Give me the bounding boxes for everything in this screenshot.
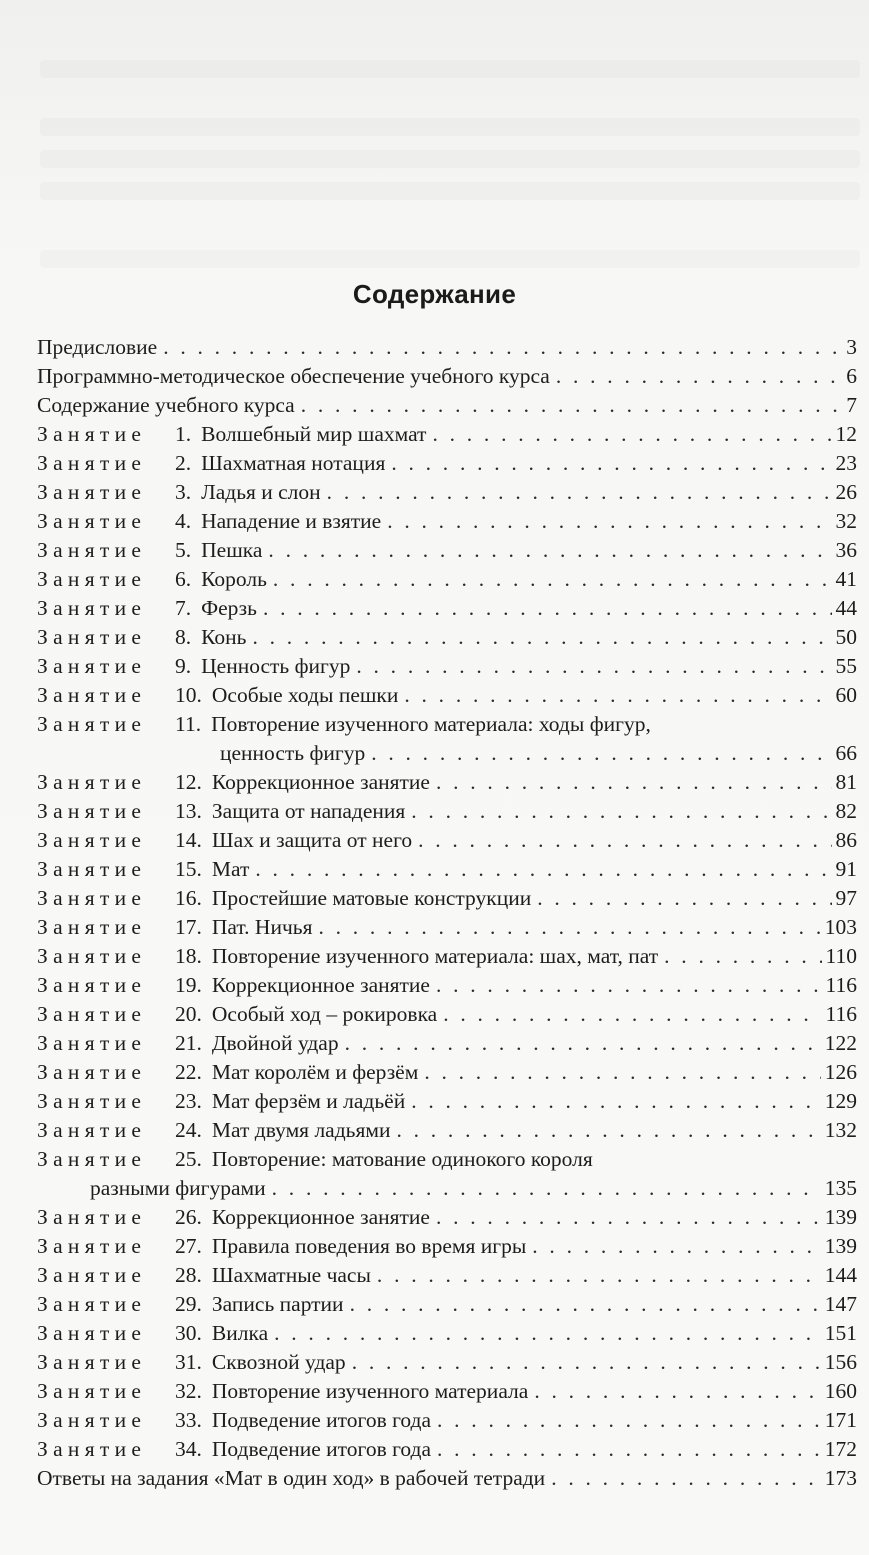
toc-page-number: 151 [824,1321,857,1345]
dot-leader [387,507,831,536]
lesson-number: 4. [175,509,192,533]
lesson-label: Занятие [37,770,147,794]
lesson-label: Занятие [37,625,147,649]
toc-lesson-entry[interactable] [37,797,857,826]
toc-page-number: 116 [825,973,857,997]
lesson-label: Занятие [37,1118,147,1142]
toc-entry-title-continued: разными фигурами [90,1176,266,1200]
lesson-label: Занятие [37,451,147,475]
toc-page-number: 132 [824,1118,857,1142]
lesson-number: 7. [175,596,192,620]
lesson-number: 24. [175,1118,202,1142]
toc-lesson-entry[interactable] [37,652,857,681]
lesson-label: Занятие [37,1379,147,1403]
lesson-number: 18. [175,944,202,968]
toc-entry-title: Простейшие матовые конструкции [211,886,532,910]
toc-page-number: 103 [824,915,857,939]
dot-leader [436,1203,821,1232]
toc-page-number: 110 [825,944,857,968]
toc-page-number: 144 [824,1263,857,1287]
toc-entry-title: Особые ходы пешки [211,683,399,707]
dot-leader [443,1000,821,1029]
toc-entry-title: Шах и защита от него [211,828,413,852]
lesson-number: 6. [175,567,192,591]
dot-leader [255,855,831,884]
lesson-number: 14. [175,828,202,852]
lesson-label: Занятие [37,799,147,823]
toc-entry-title: Правила поведения во время игры [211,1234,527,1258]
lesson-label: Занятие [37,886,147,910]
toc-lesson-entry[interactable] [37,942,857,971]
lesson-number: 3. [175,480,192,504]
lesson-number: 17. [175,915,202,939]
toc-page-number: 32 [835,509,857,533]
dot-leader [411,797,831,826]
lesson-number: 34. [175,1437,202,1461]
toc-page-number: 173 [824,1466,857,1490]
dot-leader [436,768,832,797]
toc-page-number: 139 [824,1234,857,1258]
toc-entry-title: Ладья и слон [201,480,321,504]
bleed-through-line [40,150,860,168]
dot-leader [551,1464,821,1493]
lesson-number: 31. [175,1350,202,1374]
toc-lesson-entry[interactable] [37,1000,857,1029]
toc-entry-title: Коррекционное занятие [211,770,430,794]
toc-entry-title: Мат [211,857,250,881]
toc-page-number: 135 [824,1176,857,1200]
toc-entry-title: Повторение: матование одинокого короля [211,1147,593,1171]
dot-leader [556,362,842,391]
toc-entry-title: Мат королём и ферзём [211,1060,419,1084]
bleed-through-line [40,60,860,78]
lesson-label: Занятие [37,1234,147,1258]
toc-entry-title: Шахматные часы [211,1263,371,1287]
dot-leader [352,1348,821,1377]
page-title: Содержание [352,279,517,309]
toc-page-number: 23 [835,451,857,475]
dot-leader [664,942,821,971]
toc-entry-title: Пешка [201,538,263,562]
dot-leader [356,652,831,681]
lesson-number: 27. [175,1234,202,1258]
dot-leader [404,681,831,710]
lesson-number: 20. [175,1002,202,1026]
lesson-label: Занятие [37,422,147,446]
toc-entry-title: Ответы на задания «Мат в один ход» в рабочей тетради [37,1466,546,1490]
toc-page-number: 81 [835,770,857,794]
toc-lesson-entry[interactable] [37,1435,857,1464]
lesson-label: Занятие [37,1147,147,1171]
lesson-number: 9. [175,654,192,678]
toc-entry-title: Мат ферзём и ладьёй [211,1089,406,1113]
toc-entry[interactable] [37,362,857,391]
toc-lesson-entry[interactable] [37,1290,857,1319]
lesson-label: Занятие [37,654,147,678]
lesson-label: Занятие [37,1350,147,1374]
toc-entry-title: Коррекционное занятие [211,1205,430,1229]
toc-page-number: 66 [835,741,857,765]
toc-page-number: 172 [824,1437,857,1461]
toc-entry-title: Мат двумя ладьями [211,1118,391,1142]
dot-leader [268,536,831,565]
toc-lesson-entry[interactable] [37,1377,857,1406]
toc-lesson-entry[interactable] [37,565,857,594]
toc-lesson-entry[interactable] [37,1145,857,1174]
lesson-number: 12. [175,770,202,794]
dot-leader [263,594,832,623]
toc-lesson-entry[interactable] [37,507,857,536]
toc-page-number: 116 [825,1002,857,1026]
toc-entry-title: Повторение изученного материала [211,1379,529,1403]
toc-page-number: 86 [835,828,857,852]
toc-page-number: 6 [846,364,857,388]
toc-page-number: 60 [835,683,857,707]
dot-leader [391,449,831,478]
lesson-number: 16. [175,886,202,910]
toc-entry-title: Сквозной удар [211,1350,346,1374]
toc-lesson-entry[interactable] [37,623,857,652]
lesson-number: 25. [175,1147,202,1171]
toc-page-number: 156 [824,1350,857,1374]
toc-lesson-entry[interactable] [37,855,857,884]
lesson-number: 5. [175,538,192,562]
toc-page-number: 129 [824,1089,857,1113]
toc-entry-title: Предисловие [37,335,158,359]
toc-lesson-entry-continued[interactable] [37,739,857,768]
toc-lesson-entry[interactable] [37,420,857,449]
lesson-number: 2. [175,451,192,475]
toc-page-number: 122 [824,1031,857,1055]
toc-entry-title: Программно-методическое обеспечение учебного курса [37,364,550,388]
toc-entry-title: Особый ход – рокировка [211,1002,438,1026]
lesson-number: 28. [175,1263,202,1287]
toc-lesson-entry[interactable] [37,913,857,942]
lesson-number: 33. [175,1408,202,1432]
toc-entry-title: Ценность фигур [201,654,351,678]
toc-lesson-entry[interactable] [37,1319,857,1348]
lesson-number: 13. [175,799,202,823]
dot-leader [301,391,843,420]
lesson-number: 32. [175,1379,202,1403]
dot-leader [424,1058,820,1087]
toc-lesson-entry[interactable] [37,1406,857,1435]
toc-entry[interactable] [37,1464,857,1493]
toc-lesson-entry[interactable] [37,971,857,1000]
toc-entry-title: Пат. Ничья [211,915,313,939]
lesson-number: 22. [175,1060,202,1084]
dot-leader [418,826,831,855]
toc-entry-title: Содержание учебного курса [37,393,295,417]
toc-lesson-entry[interactable] [37,449,857,478]
lesson-label: Занятие [37,683,147,707]
dot-leader [371,739,831,768]
toc-page-number: 12 [835,422,857,446]
lesson-label: Занятие [37,828,147,852]
dot-leader [437,1406,821,1435]
dot-leader [327,478,832,507]
toc-lesson-entry[interactable] [37,594,857,623]
bleed-through-line [40,250,860,268]
toc-entry-title: Повторение изученного материала: ходы фигур, [211,712,651,736]
dot-leader [437,1435,821,1464]
lesson-number: 8. [175,625,192,649]
lesson-label: Занятие [37,973,147,997]
toc-lesson-entry[interactable] [37,681,857,710]
toc-page-number: 160 [824,1379,857,1403]
lesson-label: Занятие [37,596,147,620]
lesson-label: Занятие [37,1408,147,1432]
lesson-number: 19. [175,973,202,997]
dot-leader [436,971,822,1000]
lesson-label: Занятие [37,1031,147,1055]
dot-leader [252,623,831,652]
lesson-number: 23. [175,1089,202,1113]
toc-entry[interactable] [37,391,857,420]
lesson-label: Занятие [37,1321,147,1345]
lesson-label: Занятие [37,915,147,939]
toc-page-number: 7 [846,393,857,417]
lesson-number: 1. [175,422,192,446]
dot-leader [272,1174,821,1203]
toc-entry-title: Двойной удар [211,1031,339,1055]
toc-entry-title: Шахматная нотация [201,451,386,475]
toc-entry-title: Вилка [211,1321,269,1345]
lesson-label: Занятие [37,509,147,533]
lesson-label: Занятие [37,1292,147,1316]
toc-lesson-entry-continued[interactable] [37,1174,857,1203]
toc-page-number: 139 [824,1205,857,1229]
toc-lesson-entry[interactable] [37,1116,857,1145]
toc-entry-title: Коррекционное занятие [211,973,430,997]
toc-page-number: 147 [824,1292,857,1316]
toc-lesson-entry[interactable] [37,1029,857,1058]
lesson-number: 26. [175,1205,202,1229]
toc-page-number: 82 [835,799,857,823]
toc-page-number: 44 [835,596,857,620]
lesson-number: 21. [175,1031,202,1055]
dot-leader [532,1232,820,1261]
toc-page-number: 97 [835,886,857,910]
toc-lesson-entry[interactable] [37,1348,857,1377]
toc-entry[interactable] [37,333,857,362]
toc-page-number: 91 [835,857,857,881]
toc-lesson-entry[interactable] [37,710,857,739]
lesson-label: Занятие [37,944,147,968]
toc-entry-title: Король [201,567,267,591]
dot-leader [377,1261,821,1290]
bleed-through-line [40,118,860,136]
dot-leader [411,1087,821,1116]
toc-lesson-entry[interactable] [37,768,857,797]
lesson-number: 30. [175,1321,202,1345]
toc-lesson-entry[interactable] [37,1058,857,1087]
lesson-number: 10. [175,683,202,707]
lesson-label: Занятие [37,712,147,736]
lesson-label: Занятие [37,1089,147,1113]
dot-leader [273,565,832,594]
lesson-label: Занятие [37,1060,147,1084]
dot-leader [537,884,831,913]
toc-lesson-entry[interactable] [37,1261,857,1290]
lesson-number: 29. [175,1292,202,1316]
lesson-label: Занятие [37,857,147,881]
toc-entry-title-continued: ценность фигур [220,741,366,765]
toc-page-number: 3 [846,335,857,359]
dot-leader [432,420,831,449]
lesson-label: Занятие [37,567,147,591]
toc-lesson-entry[interactable] [37,884,857,913]
toc-page-number: 26 [835,480,857,504]
toc-page-number: 55 [835,654,857,678]
toc-lesson-entry[interactable] [37,536,857,565]
toc-entry-title: Подведение итогов года [211,1437,431,1461]
toc-entry-title: Конь [201,625,247,649]
dot-leader [163,333,842,362]
table-of-contents [37,333,857,1493]
toc-lesson-entry[interactable] [37,478,857,507]
lesson-number: 11. [175,712,202,736]
toc-lesson-entry[interactable] [37,1203,857,1232]
lesson-number: 15. [175,857,202,881]
toc-entry-title: Защита от нападения [211,799,406,823]
dot-leader [345,1029,821,1058]
toc-entry-title: Повторение изученного материала: шах, мат, пат [211,944,659,968]
bleed-through-line [40,182,860,200]
dot-leader [396,1116,820,1145]
toc-entry-title: Ферзь [201,596,257,620]
dot-leader [274,1319,821,1348]
toc-entry-title: Подведение итогов года [211,1408,431,1432]
toc-page-number: 41 [835,567,857,591]
toc-page-number: 171 [824,1408,857,1432]
lesson-label: Занятие [37,538,147,562]
lesson-label: Занятие [37,1205,147,1229]
lesson-label: Занятие [37,1002,147,1026]
dot-leader [534,1377,820,1406]
lesson-label: Занятие [37,1263,147,1287]
dot-leader [318,913,820,942]
toc-lesson-entry[interactable] [37,826,857,855]
toc-entry-title: Волшебный мир шахмат [201,422,427,446]
toc-entry-title: Нападение и взятие [201,509,382,533]
lesson-label: Занятие [37,1437,147,1461]
toc-lesson-entry[interactable] [37,1087,857,1116]
toc-page-number: 50 [835,625,857,649]
toc-page-number: 36 [835,538,857,562]
dot-leader [350,1290,821,1319]
toc-lesson-entry[interactable] [37,1232,857,1261]
lesson-label: Занятие [37,480,147,504]
toc-page-number: 126 [824,1060,857,1084]
toc-entry-title: Запись партии [211,1292,344,1316]
